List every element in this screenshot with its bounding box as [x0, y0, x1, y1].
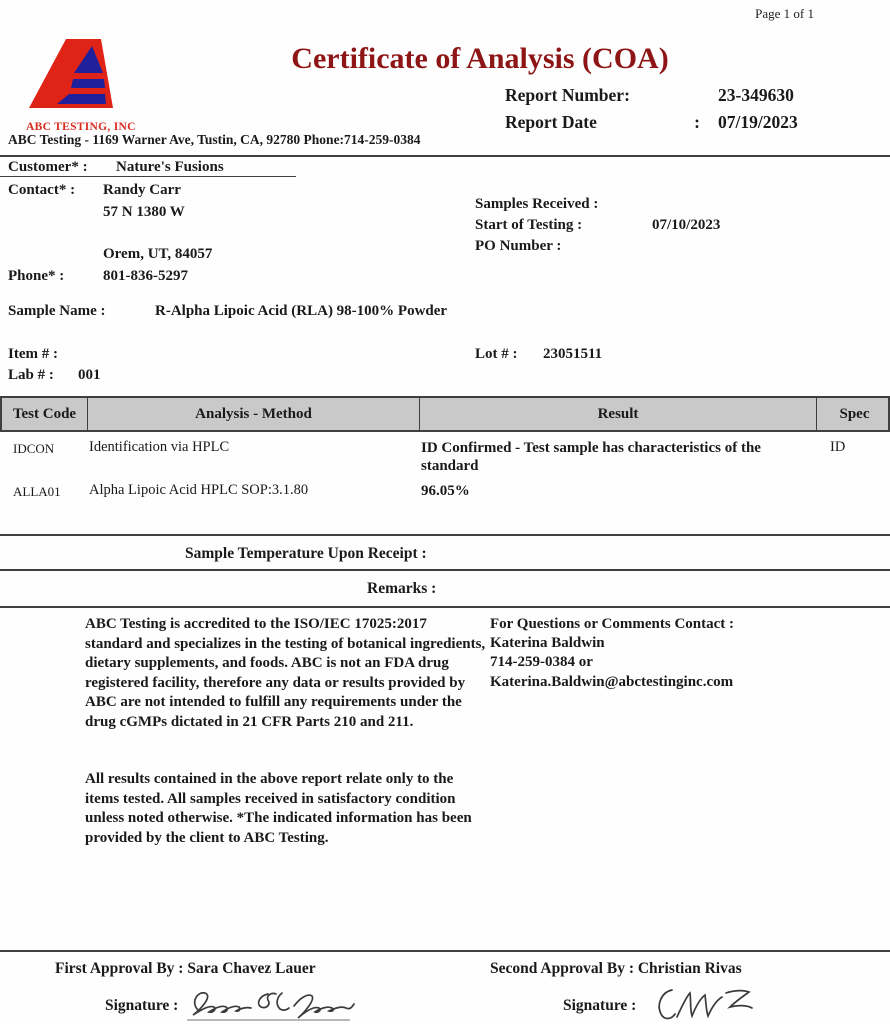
report-number-label: Report Number:: [505, 85, 630, 105]
report-number-value: 23-349630: [718, 85, 794, 105]
divider-customer: [0, 176, 296, 177]
cell-test-code: ALLA01: [13, 484, 61, 499]
report-meta-block: [505, 85, 835, 139]
divider-below-remarks: [0, 606, 890, 608]
customer-name: Nature's Fusions: [116, 159, 224, 175]
col-header-result: Result: [419, 398, 816, 430]
phone-value: 801-836-5297: [103, 268, 188, 284]
first-approver-signature-icon: [186, 988, 356, 1022]
report-date-label: Report Date :: [505, 112, 700, 132]
divider-above-temperature: [0, 534, 890, 536]
report-date-value: 07/19/2023: [718, 112, 798, 132]
lab-number-value: 001: [78, 367, 101, 383]
start-of-testing-label: Start of Testing :: [475, 217, 583, 233]
po-number-label: PO Number :: [475, 238, 562, 254]
samples-received-label: Samples Received :: [475, 196, 599, 212]
lab-address-line: ABC Testing - 1169 Warner Ave, Tustin, CA, 92780 Phone:714-259-0384: [8, 132, 421, 147]
col-header-test-code: Test Code: [12, 405, 77, 422]
cell-result: 96.05%: [421, 483, 470, 499]
results-table-header: [0, 396, 890, 432]
contact-name: Randy Carr: [103, 182, 181, 198]
phone-label: Phone* :: [8, 268, 65, 284]
customer-address-line1: 57 N 1380 W: [103, 204, 185, 220]
start-of-testing-value: 07/10/2023: [652, 217, 721, 233]
first-signature-label: Signature :: [105, 997, 179, 1014]
contact-phone: 714-259-0384 or: [490, 654, 593, 671]
divider-footer: [0, 950, 890, 952]
abc-testing-logo-icon: [26, 36, 118, 114]
lot-number-label: Lot # :: [475, 346, 518, 362]
first-approval-line: First Approval By : Sara Chavez Lauer: [55, 960, 316, 977]
cell-method: Alpha Lipoic Acid HPLC SOP:3.1.80: [89, 482, 309, 498]
table-row: [0, 439, 890, 475]
cell-test-code: IDCON: [13, 441, 55, 456]
customer-label: Customer* :: [8, 159, 88, 175]
company-logo: [26, 36, 146, 133]
customer-address-line2: Orem, UT, 84057: [103, 246, 213, 262]
second-approval-line: Second Approval By : Christian Rivas: [490, 960, 742, 977]
document-title: Certificate of Analysis (COA): [291, 42, 669, 75]
cell-result: ID Confirmed - Test sample has characteristics of the standard: [421, 440, 761, 474]
col-header-spec: Spec: [816, 398, 890, 430]
logo-company-name: ABC TESTING, INC: [26, 121, 136, 133]
contact-label: Contact* :: [8, 182, 76, 198]
divider-above-remarks: [0, 569, 890, 571]
divider-header: [0, 155, 890, 157]
item-number-label: Item # :: [8, 346, 58, 362]
col-header-analysis-method: Analysis - Method: [87, 398, 419, 430]
results-table: [0, 396, 890, 500]
contact-email: Katerina.Baldwin@abctestinginc.com: [490, 673, 734, 690]
lab-number-label: Lab # :: [8, 367, 54, 383]
sample-temperature-label: Sample Temperature Upon Receipt :: [185, 545, 427, 562]
report-number-row: [505, 85, 835, 106]
results-scope-paragraph: All results contained in the above report relate only to the items tested. All samples received in satisfactory condition unless noted otherwise. *The indicated information has been provided by the client to ABC Testing.: [85, 771, 472, 846]
accreditation-paragraph: ABC Testing is accredited to the ISO/IEC 17025:2017 standard and specializes in the testing of botanical ingredients, dietary supplements, and foods. ABC is not an FDA drug registered facility, therefore any data or results provided by ABC are not intended to fulfill any requirements under the drug cGMPs dictated in 21 CFR Parts 210 and 211.: [85, 616, 486, 730]
contact-info-block: [490, 615, 870, 692]
second-approver-signature-icon: [652, 984, 762, 1024]
report-date-colon: :: [694, 112, 700, 132]
first-signature-underline: [187, 1019, 350, 1021]
table-row: [0, 482, 890, 500]
report-date-row: [505, 112, 835, 133]
contact-heading: For Questions or Comments Contact :: [490, 616, 735, 632]
cell-method: Identification via HPLC: [89, 439, 230, 455]
remarks-label: Remarks :: [367, 580, 437, 597]
second-signature-label: Signature :: [563, 997, 637, 1014]
contact-name: Katerina Baldwin: [490, 635, 605, 652]
lot-number-value: 23051511: [543, 346, 603, 362]
cell-spec: ID: [830, 439, 846, 455]
sample-name-value: R-Alpha Lipoic Acid (RLA) 98-100% Powder: [155, 303, 448, 319]
sample-name-label: Sample Name :: [8, 303, 106, 319]
page-indicator: Page 1 of 1: [755, 6, 814, 21]
